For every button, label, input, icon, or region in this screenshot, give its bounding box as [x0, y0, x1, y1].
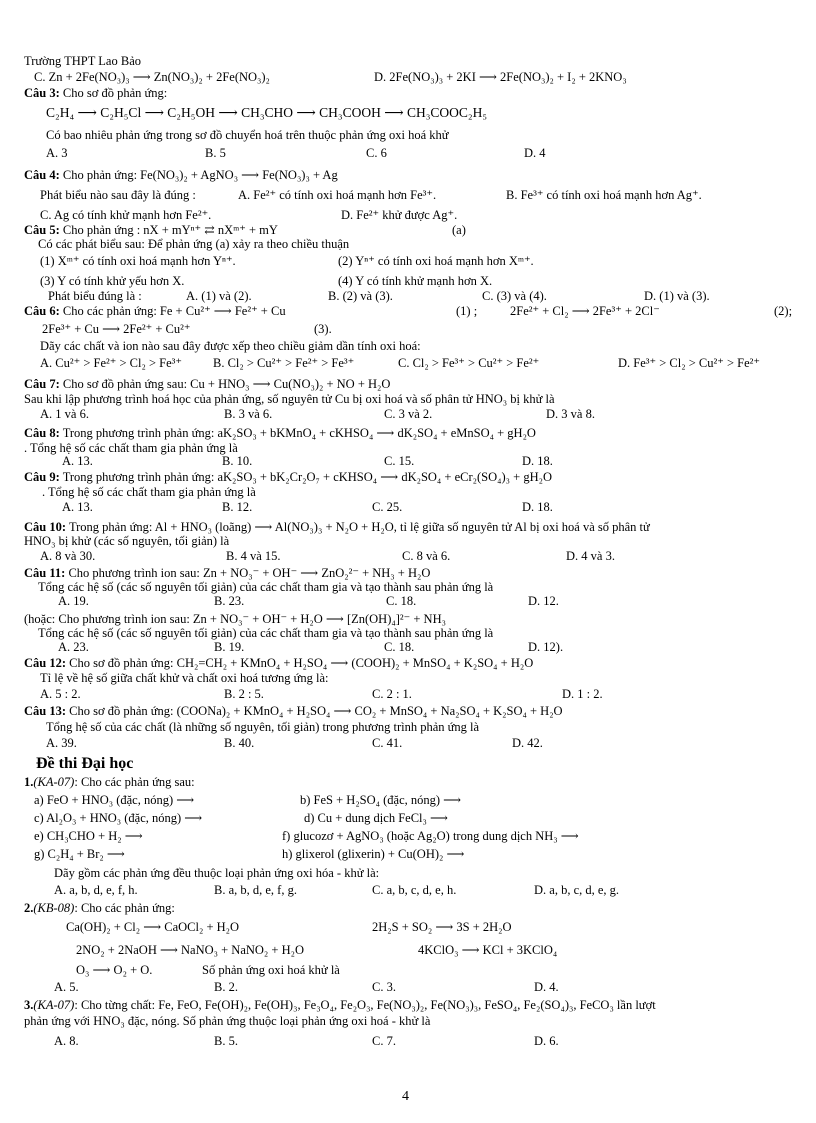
q4-option-c: C. Ag có tính khử mạnh hơn Fe²⁺. — [40, 208, 212, 222]
q9-question: . Tổng hệ số các chất tham gia phản ứng là — [42, 485, 256, 499]
q8-question: . Tổng hệ số các chất tham gia phản ứng là — [24, 441, 238, 455]
q10-option-b: B. 4 và 15. — [226, 549, 281, 563]
q11-alt-option-b: B. 19. — [214, 640, 245, 654]
e1-reaction-d: d) Cu + dung dịch FeCl₃ ⟶ — [304, 811, 448, 825]
q9-prompt: Trong phương trình phản ứng: aK₂SO₃ + bK₂Cr₂O₇ + cKHSO₄ ⟶ dK₂SO₄ + eCr₂(SO₄)₃ + gH₂O — [62, 470, 552, 484]
q12-option-c: C. 2 : 1. — [372, 687, 412, 701]
q6-option-b: B. Cl₂ > Cu²⁺ > Fe²⁺ > Fe³⁺ — [213, 356, 355, 370]
q12-option-d: D. 1 : 2. — [562, 687, 603, 701]
q5-statement-3: (3) Y có tính khử yếu hơn X. — [40, 274, 185, 288]
q12-prompt: Cho sơ đồ phản ứng: CH₂=CH₂ + KMnO₄ + H₂SO₄ ⟶ (COOH)₂ + MnSO₄ + K₂SO₄ + H₂O — [69, 656, 534, 670]
q5-option-b: B. (2) và (3). — [328, 289, 393, 303]
q5-prompt: Cho phản ứng : nX + mYⁿ⁺ ⇄ nXᵐ⁺ + mY — [62, 223, 278, 237]
school-header: Trường THPT Lao Bảo — [24, 54, 141, 68]
q2-option-d: D. 2Fe(NO₃)₃ + 2KI ⟶ 2Fe(NO₃)₂ + I₂ + 2KNO₃ — [374, 70, 627, 84]
q4-text — [24, 168, 338, 182]
e1-label: 1. — [24, 775, 34, 789]
q4-question: Phát biểu nào sau đây là đúng : — [40, 188, 196, 202]
q3-option-d: D. 4 — [524, 146, 546, 160]
q13-option-a: A. 39. — [46, 736, 77, 750]
e3-text-cont: phản ứng với HNO₃ đặc, nóng. Số phản ứng thuộc loại phản ứng oxi hoá - khử là — [24, 1014, 431, 1028]
e1-reaction-c: c) Al₂O₃ + HNO₃ (đặc, nóng) ⟶ — [34, 811, 203, 825]
e3-option-a: A. 8. — [54, 1034, 79, 1048]
e1-question: Dãy gồm các phản ứng đều thuộc loại phản ứng oxi hóa - khử là: — [54, 866, 380, 880]
q5-statement-2: (2) Yⁿ⁺ có tính oxi hoá mạnh hơn Xᵐ⁺. — [338, 254, 534, 268]
q3-option-b: B. 5 — [205, 146, 226, 160]
q11-option-a: A. 19. — [58, 594, 89, 608]
q8-option-b: B. 10. — [222, 454, 253, 468]
q7-label: Câu 7: — [24, 377, 60, 391]
q2-option-c: C. Zn + 2Fe(NO₃)₃ ⟶ Zn(NO₃)₂ + 2Fe(NO₃)₂ — [34, 70, 270, 84]
q6-option-a: A. Cu²⁺ > Fe²⁺ > Cl₂ > Fe³⁺ — [40, 356, 182, 370]
q4-label: Câu 4: — [24, 168, 60, 182]
e1-prompt: : Cho các phản ứng sau: — [74, 775, 195, 789]
q12-option-b: B. 2 : 5. — [224, 687, 264, 701]
q5-statement-1: (1) Xᵐ⁺ có tính oxi hoá mạnh hơn Yⁿ⁺. — [40, 254, 236, 268]
q13-question: Tổng hệ số của các chất (là những số nguyên, tối giản) trong phương trình phản ứng là — [46, 720, 480, 734]
q10-text-cont: HNO₃ bị khử (các số nguyên, tối giản) là — [24, 534, 230, 548]
q5-text — [24, 223, 278, 237]
q11-option-c: C. 18. — [386, 594, 417, 608]
q3-option-c: C. 6 — [366, 146, 387, 160]
e3-option-d: D. 6. — [534, 1034, 559, 1048]
q8-option-c: C. 15. — [384, 454, 415, 468]
q9-text — [24, 470, 552, 484]
q13-option-c: C. 41. — [372, 736, 403, 750]
q6-reaction-3: 2Fe³⁺ + Cu ⟶ 2Fe²⁺ + Cu²⁺ — [42, 322, 191, 336]
e3-prompt: : Cho từng chất: Fe, FeO, Fe(OH)₂, Fe(OH)₃, Fe₃O₄, Fe₂O₃, Fe(NO₃)₂, Fe(NO₃)₃, FeSO₄, Fe₂(SO₄)₃, FeCO₃ lần lượt — [74, 998, 656, 1012]
q11-prompt: Cho phương trình ion sau: Zn + NO₃⁻ + OH⁻ ⟶ ZnO₂²⁻ + NH₃ + H₂O — [68, 566, 431, 580]
e2-reaction-2: 2H₂S + SO₂ ⟶ 3S + 2H₂O — [372, 920, 512, 934]
e1-option-a: A. a, b, d, e, f, h. — [54, 883, 138, 897]
q11-alt-option-c: C. 18. — [384, 640, 415, 654]
q11-option-b: B. 23. — [214, 594, 245, 608]
e1-reaction-h: h) glixerol (glixerin) + Cu(OH)₂ ⟶ — [282, 847, 465, 861]
q5-intro: Có các phát biểu sau: Để phản ứng (a) xảy ra theo chiều thuận — [38, 237, 350, 251]
q7-text — [24, 377, 390, 391]
e1-reaction-g: g) C₂H₄ + Br₂ ⟶ — [34, 847, 125, 861]
q5-tag: (a) — [452, 223, 466, 237]
q11-alt-option-a: A. 23. — [58, 640, 89, 654]
q3-scheme: C₂H₄ ⟶ C₂H₅Cl ⟶ C₂H₅OH ⟶ CH₃CHO ⟶ CH₃COOH ⟶ CH₃COOC₂H₅ — [46, 105, 488, 120]
e1-option-c: C. a, b, c, d, e, h. — [372, 883, 457, 897]
q11-alt-text: (hoặc: Cho phương trình ion sau: Zn + NO₃⁻ + OH⁻ + H₂O ⟶ [Zn(OH)₄]²⁻ + NH₃ — [24, 612, 446, 626]
e2-question: Số phản ứng oxi hoá khử là — [202, 963, 340, 977]
q6-reaction-2-tag: (2); — [774, 304, 793, 318]
e2-option-d: D. 4. — [534, 980, 559, 994]
e2-reaction-1: Ca(OH)₂ + Cl₂ ⟶ CaOCl₂ + H₂O — [66, 920, 240, 934]
q7-option-c: C. 3 và 2. — [384, 407, 433, 421]
q6-option-d: D. Fe³⁺ > Cl₂ > Cu²⁺ > Fe²⁺ — [618, 356, 760, 370]
q12-text — [24, 656, 533, 670]
e2-option-b: B. 2. — [214, 980, 238, 994]
q10-option-a: A. 8 và 30. — [40, 549, 96, 563]
q5-option-a: A. (1) và (2). — [186, 289, 252, 303]
q9-label: Câu 9: — [24, 470, 60, 484]
q13-text — [24, 704, 563, 718]
q3-prompt: Cho sơ đồ phản ứng: — [62, 86, 168, 100]
page-number: 4 — [402, 1089, 409, 1104]
q10-text — [24, 520, 650, 534]
q3-text — [24, 86, 167, 100]
q6-reaction-3-tag: (3). — [314, 322, 332, 336]
q7-option-a: A. 1 và 6. — [40, 407, 89, 421]
q12-question: Tỉ lệ về hệ số giữa chất khử và chất oxi hoá tương ứng là: — [40, 671, 329, 685]
q6-prompt: Cho các phản ứng: Fe + Cu²⁺ ⟶ Fe²⁺ + Cu — [62, 304, 286, 318]
e2-option-a: A. 5. — [54, 980, 79, 994]
e1-reaction-b: b) FeS + H₂SO₄ (đặc, nóng) ⟶ — [300, 793, 462, 807]
q6-label: Câu 6: — [24, 304, 60, 318]
q13-option-d: D. 42. — [512, 736, 543, 750]
q8-label: Câu 8: — [24, 426, 60, 440]
e2-source: (KB-08) — [33, 901, 75, 915]
q8-option-a: A. 13. — [62, 454, 93, 468]
e1-reaction-e: e) CH₃CHO + H₂ ⟶ — [34, 829, 143, 843]
e2-label: 2. — [24, 901, 34, 915]
q9-option-d: D. 18. — [522, 500, 553, 514]
e3-label: 3. — [24, 998, 34, 1012]
q5-option-d: D. (1) và (3). — [644, 289, 710, 303]
e3-source: (KA-07) — [33, 998, 75, 1012]
q7-option-b: B. 3 và 6. — [224, 407, 273, 421]
q7-question: Sau khi lập phương trình hoá học của phản ứng, số nguyên tử Cu bị oxi hoá và số phân tử HNO₃ bị khử là — [24, 392, 555, 406]
q9-option-c: C. 25. — [372, 500, 403, 514]
q5-label: Câu 5: — [24, 223, 60, 237]
q8-option-d: D. 18. — [522, 454, 553, 468]
q9-option-a: A. 13. — [62, 500, 93, 514]
e3-option-b: B. 5. — [214, 1034, 238, 1048]
q8-prompt: Trong phương trình phản ứng: aK₂SO₃ + bKMnO₄ + cKHSO₄ ⟶ dK₂SO₄ + eMnSO₄ + gH₂O — [62, 426, 536, 440]
q10-option-c: C. 8 và 6. — [402, 549, 451, 563]
q11-alt-option-d: D. 12). — [528, 640, 564, 654]
e2-prompt: : Cho các phản ứng: — [74, 901, 175, 915]
q4-option-d: D. Fe²⁺ khử được Ag⁺. — [341, 208, 458, 222]
q7-option-d: D. 3 và 8. — [546, 407, 595, 421]
q3-question: Có bao nhiêu phản ứng trong sơ đồ chuyển hoá trên thuộc phản ứng oxi hoá khử — [46, 128, 449, 142]
q11-label: Câu 11: — [24, 566, 66, 580]
q6-reaction-2: 2Fe²⁺ + Cl₂ ⟶ 2Fe³⁺ + 2Cl⁻ — [510, 304, 660, 318]
q11-text — [24, 566, 430, 580]
q6-reaction-1-tag: (1) ; — [456, 304, 478, 318]
e1-reaction-a: a) FeO + HNO₃ (đặc, nóng) ⟶ — [34, 793, 195, 807]
e2-reaction-4: 4KClO₃ ⟶ KCl + 3KClO₄ — [418, 943, 558, 957]
q5-question: Phát biểu đúng là : — [48, 289, 142, 303]
e1-option-b: B. a, b, d, e, f, g. — [214, 883, 297, 897]
e2-reaction-5: O₃ ⟶ O₂ + O. — [76, 963, 153, 977]
q13-option-b: B. 40. — [224, 736, 255, 750]
q3-option-a: A. 3 — [46, 146, 68, 160]
section-title: Đề thi Đại học — [36, 755, 134, 772]
q5-statement-4: (4) Y có tính khử mạnh hơn X. — [338, 274, 493, 288]
e2-option-c: C. 3. — [372, 980, 396, 994]
e1-reaction-f: f) glucozơ + AgNO₃ (hoặc Ag₂O) trong dung dịch NH₃ ⟶ — [282, 829, 579, 843]
q13-prompt: Cho sơ đồ phản ứng: (COONa)₂ + KMnO₄ + H₂SO₄ ⟶ CO₂ + MnSO₄ + Na₂SO₄ + K₂SO₄ + H₂O — [69, 704, 563, 718]
e1-text — [24, 775, 195, 789]
e2-reaction-3: 2NO₂ + 2NaOH ⟶ NaNO₃ + NaNO₂ + H₂O — [76, 943, 304, 957]
e1-option-d: D. a, b, c, d, e, g. — [534, 883, 620, 897]
q13-label: Câu 13: — [24, 704, 67, 718]
q11-question: Tổng các hệ số (các số nguyên tối giản) của các chất tham gia và tạo thành sau phản ứng là — [38, 580, 494, 594]
e2-text — [24, 901, 175, 915]
q4-option-b: B. Fe³⁺ có tính oxi hoá mạnh hơn Ag⁺. — [506, 188, 702, 202]
q7-prompt: Cho sơ đồ phản ứng sau: Cu + HNO₃ ⟶ Cu(NO₃)₂ + NO + H₂O — [62, 377, 391, 391]
e3-text — [24, 998, 656, 1012]
q5-option-c: C. (3) và (4). — [482, 289, 547, 303]
q12-option-a: A. 5 : 2. — [40, 687, 81, 701]
q3-label: Câu 3: — [24, 86, 60, 100]
q6-text — [24, 304, 286, 318]
q9-option-b: B. 12. — [222, 500, 253, 514]
e3-option-c: C. 7. — [372, 1034, 396, 1048]
q10-option-d: D. 4 và 3. — [566, 549, 615, 563]
q8-text — [24, 426, 536, 440]
q6-question: Dãy các chất và ion nào sau đây được xếp theo chiều giảm dần tính oxi hoá: — [40, 339, 421, 353]
q11-option-d: D. 12. — [528, 594, 559, 608]
q10-prompt: Trong phản ứng: Al + HNO₃ (loãng) ⟶ Al(NO₃)₃ + N₂O + H₂O, tỉ lệ giữa số nguyên tử Al bị oxi hoá và số phân tử — [68, 520, 650, 534]
q10-label: Câu 10: — [24, 520, 67, 534]
q12-label: Câu 12: — [24, 656, 67, 670]
q4-option-a: A. Fe²⁺ có tính oxi hoá mạnh hơn Fe³⁺. — [238, 188, 437, 202]
e1-source: (KA-07) — [33, 775, 75, 789]
q4-prompt: Cho phản ứng: Fe(NO₃)₂ + AgNO₃ ⟶ Fe(NO₃)₃ + Ag — [62, 168, 338, 182]
q6-option-c: C. Cl₂ > Fe³⁺ > Cu²⁺ > Fe²⁺ — [398, 356, 540, 370]
q11-alt-question: Tổng các hệ số (các số nguyên tối giản) của các chất tham gia và tạo thành sau phản ứng là — [38, 626, 494, 640]
